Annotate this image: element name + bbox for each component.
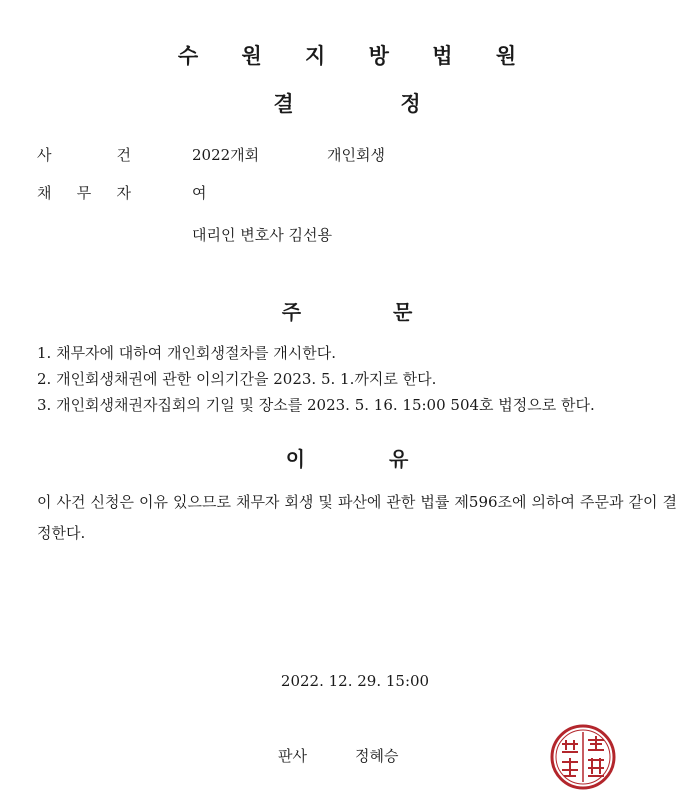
court-name-char: 지 (305, 44, 326, 68)
list-item: 1. 채무자에 대하여 개인회생절차를 개시한다. (37, 344, 336, 362)
document-type-title (0, 88, 694, 118)
agent-row (37, 224, 332, 245)
seal-glyph-right-bottom (588, 758, 604, 776)
court-name-char: 방 (368, 44, 389, 68)
case-number: 2022개회 (192, 146, 260, 164)
debtor-label-char: 채 (37, 184, 52, 202)
reason-title-char: 이 (285, 447, 306, 471)
reason-text: 이 사건 신청은 이유 있으므로 채무자 회생 및 파산에 관한 법률 제596조에 의하여 주문과 같이 결정한다. (37, 493, 677, 542)
judge-name: 정혜승 (355, 747, 399, 765)
document-type-char: 정 (400, 92, 421, 116)
court-name-char: 법 (432, 44, 453, 68)
list-item: 3. 개인회생채권자집회의 기일 및 장소를 2023. 5. 16. 15:00 504호 법정으로 한다. (37, 396, 595, 414)
list-item: 2. 개인회생채권에 관한 이의기간을 2023. 5. 1.까지로 한다. (37, 370, 437, 388)
debtor-label-char: 무 (76, 184, 92, 202)
court-name (0, 40, 694, 70)
order-title-char: 주 (281, 300, 302, 324)
court-name-char: 수 (177, 44, 199, 68)
debtor-label (37, 182, 131, 203)
case-label-char: 건 (116, 146, 131, 164)
judge-seal-icon (548, 722, 618, 792)
order-list (37, 340, 667, 418)
judge-signature (278, 745, 398, 766)
seal-glyph-left-bottom (562, 758, 578, 776)
document-type-char: 결 (273, 92, 294, 116)
case-row (37, 144, 385, 165)
reason-title-char: 유 (388, 447, 409, 471)
court-name-char: 원 (241, 44, 262, 68)
debtor-agent: 대리인 변호사 김선용 (192, 226, 332, 244)
order-title-char: 문 (392, 300, 413, 324)
case-type: 개인회생 (327, 146, 385, 164)
judge-title: 판사 (278, 747, 307, 765)
reason-section-title (0, 443, 694, 472)
case-label-char: 사 (37, 146, 52, 164)
seal-glyph-left-top (562, 740, 578, 752)
debtor-label-char: 자 (116, 184, 131, 202)
case-label (37, 144, 131, 165)
order-section-title (0, 296, 694, 325)
decision-date: 2022. 12. 29. 15:00 (280, 672, 430, 690)
debtor-name: 여 (192, 184, 207, 202)
debtor-row (37, 182, 207, 203)
court-name-char: 원 (495, 44, 517, 68)
